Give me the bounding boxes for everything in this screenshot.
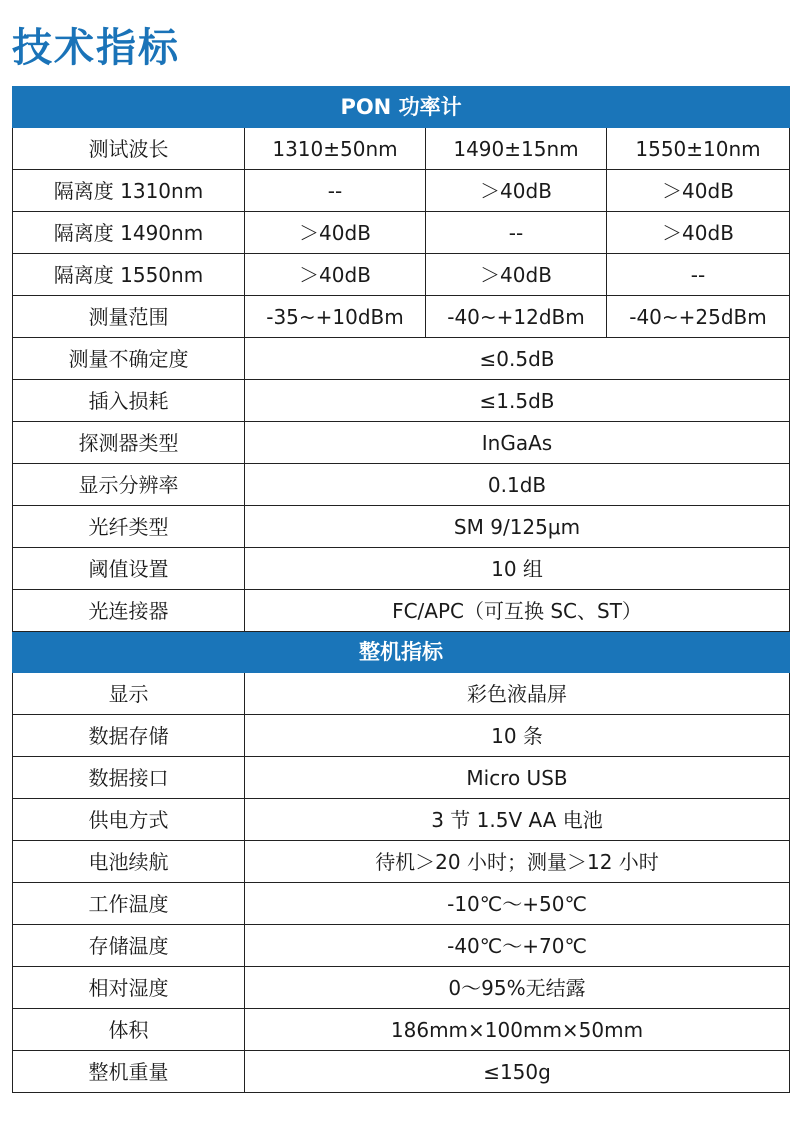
cell-value: ≤1.5dB xyxy=(245,380,790,422)
section-header-machine xyxy=(13,632,790,673)
cell-value: -- xyxy=(426,212,607,254)
page-title: 技术指标 xyxy=(12,25,180,71)
table-row xyxy=(13,128,790,170)
table-row xyxy=(13,380,790,422)
cell-value: 10 条 xyxy=(245,715,790,757)
table-row xyxy=(13,799,790,841)
table-row xyxy=(13,464,790,506)
table-row xyxy=(13,757,790,799)
cell-value: 待机＞20 小时；测量＞12 小时 xyxy=(245,841,790,883)
cell-value: -- xyxy=(245,170,426,212)
row-label: 测试波长 xyxy=(13,128,245,170)
cell-value: ＞40dB xyxy=(245,212,426,254)
table-row xyxy=(13,925,790,967)
cell-value: Micro USB xyxy=(245,757,790,799)
row-label: 数据存储 xyxy=(13,715,245,757)
row-label: 整机重量 xyxy=(13,1051,245,1093)
cell-value: SM 9/125μm xyxy=(245,506,790,548)
cell-value: 1490±15nm xyxy=(426,128,607,170)
table-row xyxy=(13,548,790,590)
row-label: 存储温度 xyxy=(13,925,245,967)
row-label: 测量不确定度 xyxy=(13,338,245,380)
table-row xyxy=(13,212,790,254)
table-row xyxy=(13,967,790,1009)
cell-value: 0.1dB xyxy=(245,464,790,506)
row-label: 插入损耗 xyxy=(13,380,245,422)
row-label: 显示 xyxy=(13,673,245,715)
table-row xyxy=(13,422,790,464)
cell-value: ＞40dB xyxy=(245,254,426,296)
section-title: 整机指标 xyxy=(13,632,790,673)
cell-value: InGaAs xyxy=(245,422,790,464)
table-row xyxy=(13,254,790,296)
cell-value: ≤150g xyxy=(245,1051,790,1093)
cell-value: -35~+10dBm xyxy=(245,296,426,338)
cell-value: 1310±50nm xyxy=(245,128,426,170)
section-header-pon xyxy=(13,87,790,128)
cell-value: FC/APC（可互换 SC、ST） xyxy=(245,590,790,632)
row-label: 相对湿度 xyxy=(13,967,245,1009)
table-row xyxy=(13,715,790,757)
cell-value: -40℃～+70℃ xyxy=(245,925,790,967)
row-label: 光连接器 xyxy=(13,590,245,632)
cell-value: -40~+25dBm xyxy=(607,296,790,338)
row-label: 隔离度 1310nm xyxy=(13,170,245,212)
table-row xyxy=(13,1051,790,1093)
table-row xyxy=(13,883,790,925)
section-title: PON 功率计 xyxy=(13,87,790,128)
cell-value: -40~+12dBm xyxy=(426,296,607,338)
row-label: 隔离度 1550nm xyxy=(13,254,245,296)
row-label: 隔离度 1490nm xyxy=(13,212,245,254)
cell-value: ＞40dB xyxy=(426,170,607,212)
table-row xyxy=(13,296,790,338)
row-label: 测量范围 xyxy=(13,296,245,338)
cell-value: ≤0.5dB xyxy=(245,338,790,380)
spec-table xyxy=(12,86,790,1093)
row-label: 供电方式 xyxy=(13,799,245,841)
table-row xyxy=(13,673,790,715)
cell-value: 186mm×100mm×50mm xyxy=(245,1009,790,1051)
cell-value: 3 节 1.5V AA 电池 xyxy=(245,799,790,841)
row-label: 电池续航 xyxy=(13,841,245,883)
cell-value: ＞40dB xyxy=(426,254,607,296)
table-row xyxy=(13,841,790,883)
cell-value: ＞40dB xyxy=(607,212,790,254)
row-label: 阈值设置 xyxy=(13,548,245,590)
table-row xyxy=(13,1009,790,1051)
table-row xyxy=(13,506,790,548)
row-label: 显示分辨率 xyxy=(13,464,245,506)
table-row xyxy=(13,590,790,632)
cell-value: 0～95%无结露 xyxy=(245,967,790,1009)
row-label: 探测器类型 xyxy=(13,422,245,464)
cell-value: 彩色液晶屏 xyxy=(245,673,790,715)
cell-value: 1550±10nm xyxy=(607,128,790,170)
table-row xyxy=(13,338,790,380)
row-label: 光纤类型 xyxy=(13,506,245,548)
cell-value: 10 组 xyxy=(245,548,790,590)
cell-value: -- xyxy=(607,254,790,296)
row-label: 体积 xyxy=(13,1009,245,1051)
row-label: 工作温度 xyxy=(13,883,245,925)
cell-value: ＞40dB xyxy=(607,170,790,212)
cell-value: -10℃～+50℃ xyxy=(245,883,790,925)
row-label: 数据接口 xyxy=(13,757,245,799)
table-row xyxy=(13,170,790,212)
